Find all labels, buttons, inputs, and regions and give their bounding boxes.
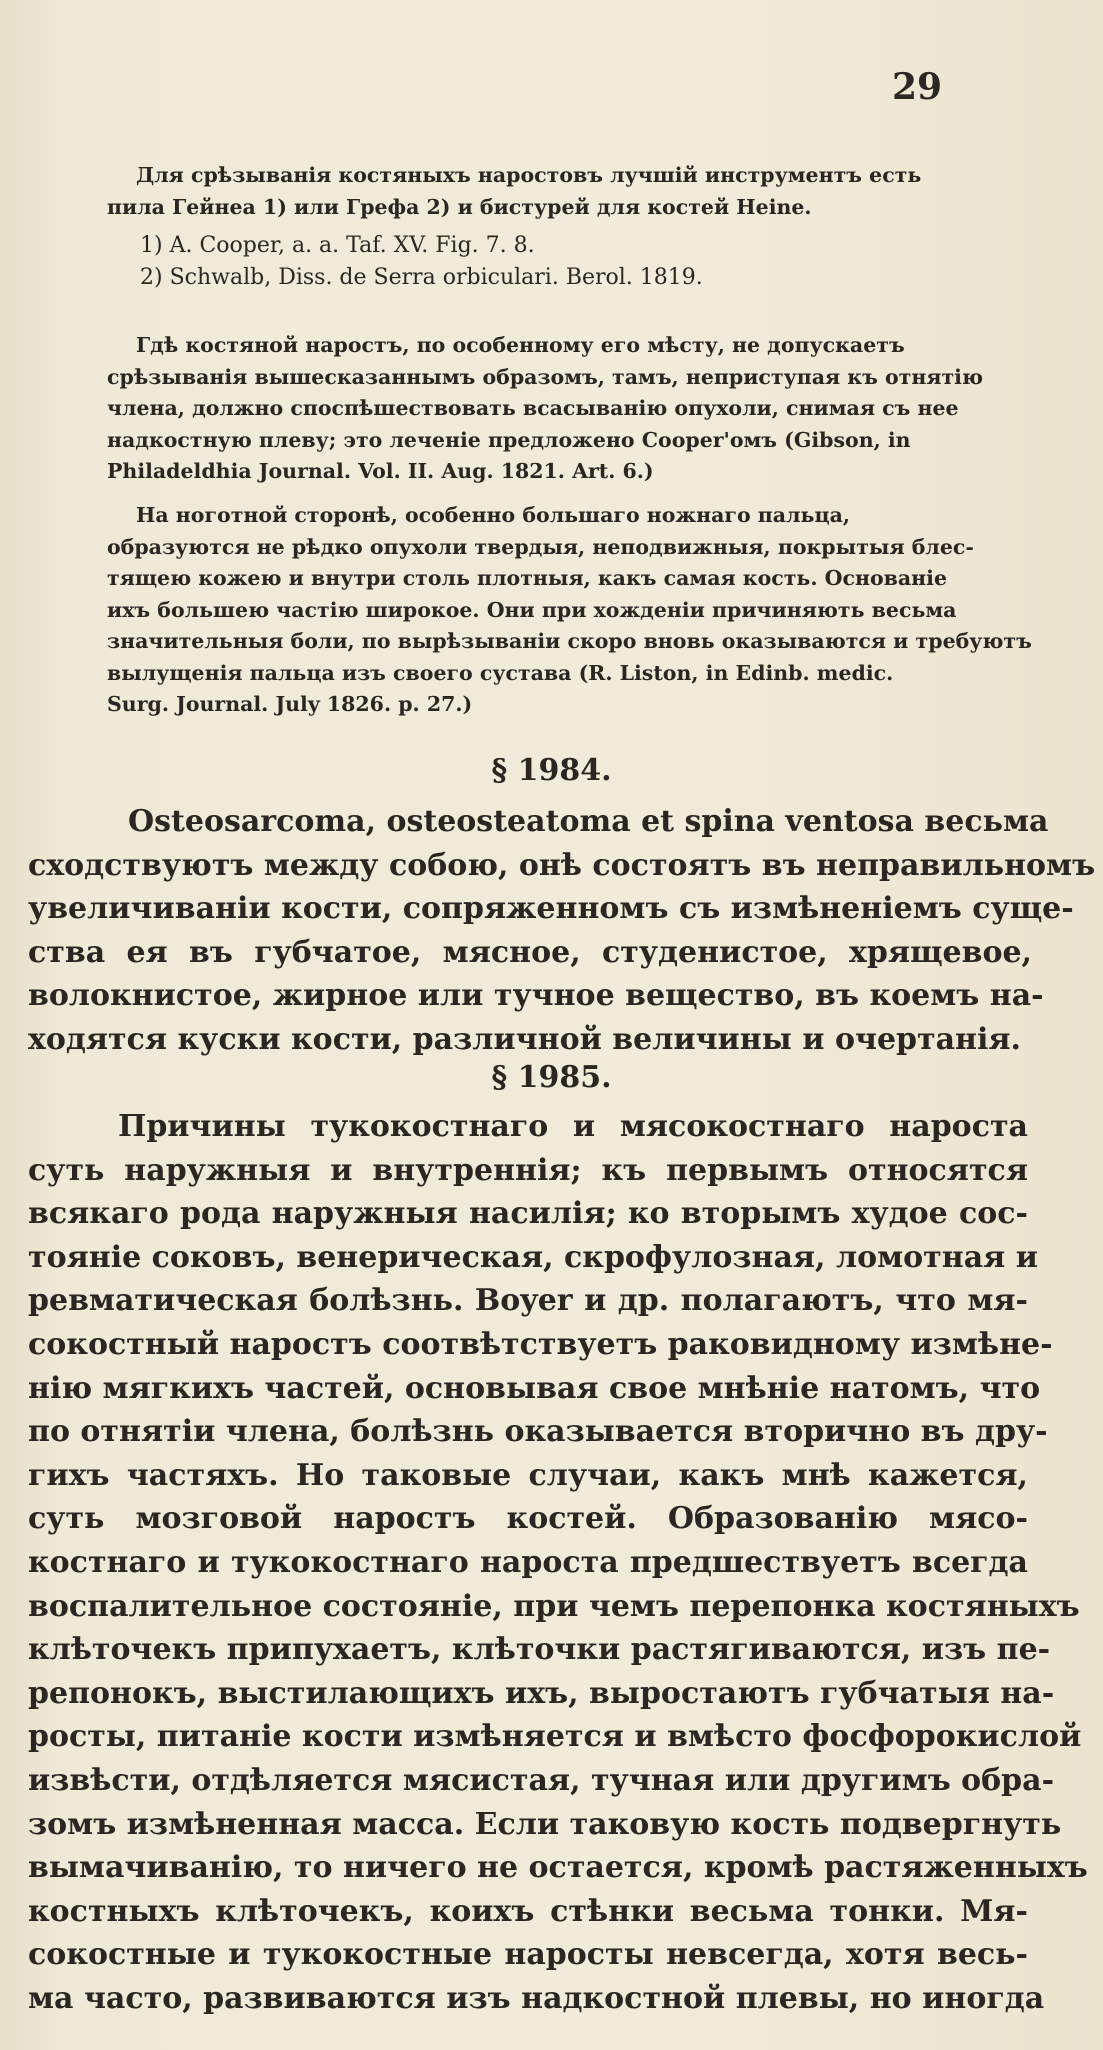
footnotes: [0, 230, 1103, 293]
text-line: костнаго и тукокостнаго нароста предшествуетъ всегда: [28, 1544, 1028, 1580]
text-line: репонокъ, выстилающихъ ихъ, выростаютъ губчатыя на-: [28, 1675, 1055, 1711]
text-line: сходствуютъ между собою, онѣ состоятъ въ неправильномъ: [28, 847, 1096, 883]
text-line: Surg. Journal. July 1826. p. 27.): [107, 692, 473, 716]
text-line: нію мягкихъ частей, основывая свое мнѣніе натомъ, что: [28, 1370, 1041, 1406]
text-line: ства ея въ губчатое, мясное, студенистое, хрящевое,: [28, 934, 1032, 970]
text-line: сокостный наростъ соотвѣтствуетъ раковидному измѣне-: [28, 1326, 1053, 1362]
text-line: ихъ большею частію широкое. Они при хожденіи причиняють весьма: [107, 597, 957, 622]
text-line: по отнятіи члена, болѣзнь оказывается вторично въ дру-: [28, 1414, 1048, 1450]
text-line: клѣточекъ припухаетъ, клѣточки растягиваются, изъ пе-: [28, 1632, 1051, 1668]
text-line: ревматическая болѣзнь. Boyer и др. полагаютъ, что мя-: [28, 1283, 1028, 1319]
footnote-1: 1) A. Cooper, a. a. Taf. XV. Fig. 7. 8.: [140, 233, 535, 258]
text-line: гихъ частяхъ. Но таковые случаи, какъ мнѣ кажется,: [28, 1457, 1028, 1493]
section-heading-1985: § 1985.: [491, 1060, 612, 1095]
text-line: тящею кожею и внутри столь плотныя, какъ самая кость. Основаніе: [107, 566, 947, 590]
text-line: Philadeldhia Journal. Vol. II. Aug. 1821. Art. 6.): [107, 459, 654, 483]
text-line: ходятся куски кости, различной величины и очертанія.: [28, 1021, 1022, 1057]
text-line: воспалительное состояніе, при чемъ перепонка костяныхъ: [28, 1588, 1080, 1624]
text-line: значительныя боли, по вырѣзываніи скоро вновь оказываются и требуютъ: [107, 629, 1032, 653]
text-line: вылущенія пальца изъ своего сустава (R. Liston, in Edinb. medic.: [107, 660, 894, 685]
paragraph-instruments: [0, 160, 1103, 223]
text-line: сокостные и тукокостные наросты невсегда, хотя весь-: [28, 1937, 1028, 1973]
page-number: 29: [892, 66, 943, 108]
text-line: суть наружныя и внутреннія; къ первымъ относятся: [28, 1152, 1028, 1188]
paragraph-toe: [0, 500, 1103, 721]
text-line: всякаго рода наружныя насилія; ко вторымъ худое сос-: [28, 1196, 1028, 1232]
text-line: члена, должно споспѣшествовать всасыванію опухоли, снимая съ нее: [107, 396, 959, 420]
text-line: срѣзыванія вышесказаннымъ образомъ, тамъ, неприступая къ отнятію: [107, 364, 983, 389]
section-1985-body: [0, 1105, 1103, 2020]
text-line: Для срѣзыванія костяныхъ наростовъ лучшій инструментъ есть: [136, 163, 922, 187]
text-line: Osteosarcoma, osteosteatoma et spina ventosa весьма: [128, 804, 1049, 839]
text-line: ма часто, развиваются изъ надкостной плевы, но иногда: [28, 1980, 1045, 2016]
text-line: росты, питаніе кости измѣняется и вмѣсто фосфорокислой: [28, 1719, 1082, 1755]
text-line: костныхъ клѣточекъ, коихъ стѣнки весьма тонки. Мя-: [28, 1893, 1028, 1929]
text-line: тояніе соковъ, венерическая, скрофулозная, ломотная и: [28, 1239, 1039, 1275]
section-heading-1984: § 1984.: [491, 753, 612, 788]
text-line: увеличиваніи кости, сопряженномъ съ измѣненіемъ суще-: [28, 891, 1074, 927]
text-line: На ноготной сторонѣ, особенно большаго ножнаго пальца,: [136, 503, 851, 527]
paragraph-cooper: [0, 330, 1103, 488]
text-line: извѣсти, отдѣляется мясистая, тучная или другимъ обра-: [28, 1762, 1055, 1798]
text-line: надкостную плеву; это леченіе предложено Cooper'омъ (Gibson, in: [107, 427, 911, 452]
text-line: суть мозговой наростъ костей. Образованію мясо-: [28, 1501, 1028, 1537]
text-line: пила Гейнеа 1) или Грефа 2) и бистурей для костей Heine.: [107, 194, 812, 219]
footnote-2: 2) Schwalb, Diss. de Serra orbiculari. Berol. 1819.: [140, 264, 703, 290]
text-line: волокнистое, жирное или тучное вещество, въ коемъ на-: [28, 978, 1044, 1014]
text-line: Гдѣ костяной наростъ, по особенному его мѣсту, не допускаетъ: [136, 333, 905, 357]
text-line: зомъ измѣненная масса. Если таковую кость подвергнуть: [28, 1806, 1062, 1842]
text-line: вымачиванію, то ничего не остается, кромѣ растяженныхъ: [28, 1850, 1088, 1886]
text-line: Причины тукокостнаго и мясокостнаго нароста: [118, 1109, 1028, 1144]
section-1984-body: [0, 800, 1103, 1062]
text-line: образуются не рѣдко опухоли твердыя, неподвижныя, покрытыя блес-: [107, 534, 974, 559]
